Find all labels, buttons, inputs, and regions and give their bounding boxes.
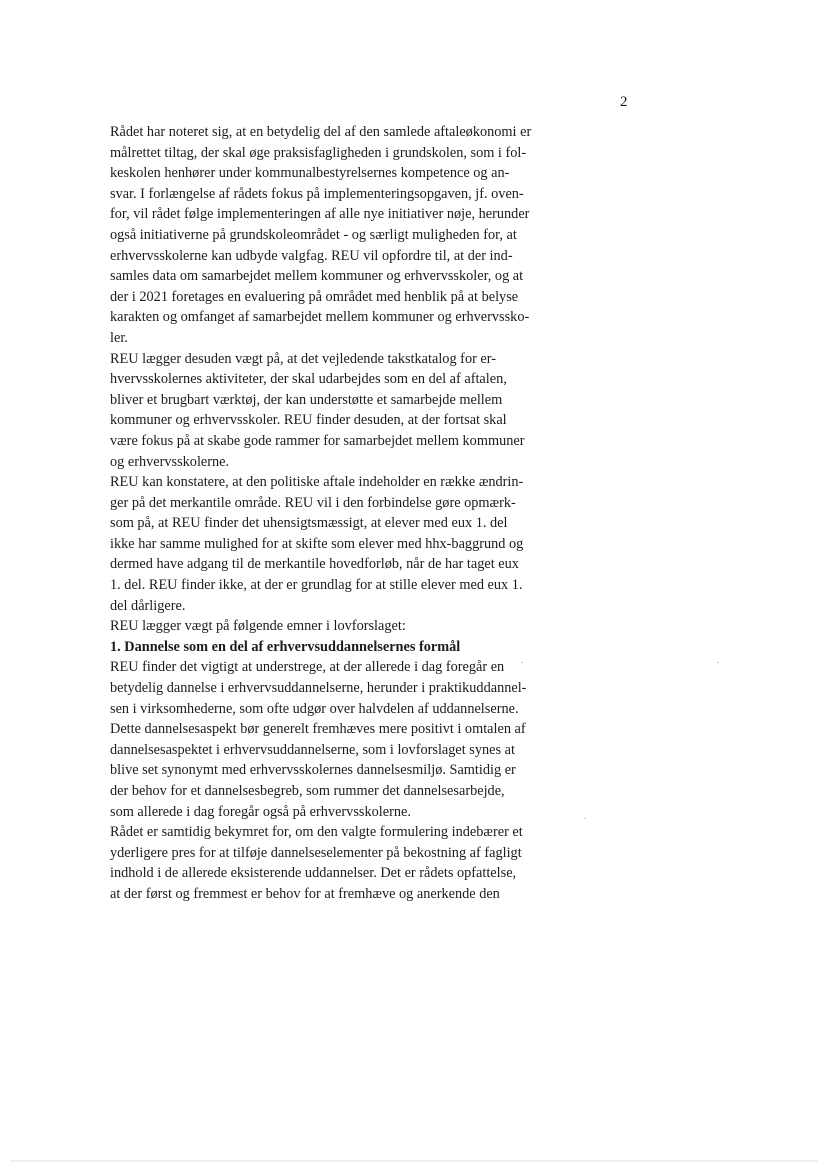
paragraph-2 [110, 349, 572, 473]
line: hvervsskolernes aktiviteter, der skal udarbejdes som en del af aftalen, [110, 371, 507, 388]
line: som på, at REU finder det uhensigtsmæssigt, at elever med eux 1. del [110, 515, 508, 532]
line: ikke har samme mulighed for at skifte som elever med hhx-baggrund og [110, 535, 524, 552]
line: være fokus på at skabe gode rammer for samarbejdet mellem kommuner [110, 432, 525, 449]
line: for, vil rådet følge implementeringen af alle nye initiativer nøje, herunder [110, 206, 530, 223]
line: blive set synonymt med erhvervsskolernes dannelsesmiljø. Samtidig er [110, 762, 516, 779]
line: og erhvervsskolerne. [110, 453, 230, 470]
line: betydelig dannelse i erhvervsuddannelserne, herunder i praktikuddannel- [110, 680, 527, 697]
line: indhold i de allerede eksisterende uddannelser. Det er rådets opfattelse, [110, 865, 517, 882]
document-body [110, 122, 572, 905]
scan-speck [717, 662, 719, 663]
line: Dette dannelsesaspekt bør generelt fremhæves mere positivt i omtalen af [110, 721, 526, 738]
section-heading: 1. Dannelse som en del af erhvervsuddannelsernes formål [110, 638, 461, 655]
line: som allerede i dag foregår også på erhvervsskolerne. [110, 803, 411, 820]
line: også initiativerne på grundskoleområdet - og særligt muligheden for, at [110, 226, 517, 243]
paragraph-4 [110, 616, 572, 637]
line: bliver et brugbart værktøj, der kan understøtte et samarbejde mellem [110, 391, 503, 408]
scan-speck [584, 818, 586, 819]
line: svar. I forlængelse af rådets fokus på implementeringsopgaven, jf. oven- [110, 185, 524, 202]
line: målrettet tiltag, der skal øge praksisfagligheden i grundskolen, som i fol- [110, 144, 527, 161]
section-paragraph-1 [110, 657, 572, 822]
line: dannelsesaspektet i erhvervsuddannelserne, som i lovforslaget synes at [110, 741, 515, 758]
line: kommuner og erhvervsskoler. REU finder desuden, at der fortsat skal [110, 412, 507, 429]
line: at der først og fremmest er behov for at fremhæve og anerkende den [110, 885, 500, 902]
line: Rådet er samtidig bekymret for, om den valgte formulering indebærer et [110, 824, 523, 841]
line: del dårligere. [110, 597, 186, 614]
paragraph-1 [110, 122, 572, 349]
line: erhvervsskolerne kan udbyde valgfag. REU vil opfordre til, at der ind- [110, 247, 513, 264]
line: der i 2021 foretages en evaluering på området med henblik på at belyse [110, 288, 519, 305]
scan-edge [10, 1160, 818, 1162]
scan-speck [521, 662, 523, 663]
line: Rådet har noteret sig, at en betydelig del af den samlede aftaleøkonomi er [110, 124, 532, 140]
line: keskolen henhører under kommunalbestyrelsernes kompetence og an- [110, 165, 510, 182]
line: REU lægger vægt på følgende emner i lovforslaget: [110, 618, 406, 635]
line: dermed have adgang til de merkantile hovedforløb, når de har taget eux [110, 556, 519, 573]
line: der behov for et dannelsesbegreb, som rummer det dannelsesarbejde, [110, 783, 505, 799]
line: karakten og omfanget af samarbejdet mellem kommuner og erhvervssko- [110, 309, 530, 326]
line: samles data om samarbejdet mellem kommuner og erhvervsskoler, og at [110, 268, 524, 285]
paragraph-3 [110, 472, 572, 616]
line: 1. del. REU finder ikke, at der er grundlag for at stille elever med eux 1. [110, 577, 523, 594]
line: ger på det merkantile område. REU vil i den forbindelse gøre opmærk- [110, 494, 516, 511]
line: REU finder det vigtigt at understrege, at der allerede i dag foregår en [110, 659, 505, 676]
line: REU kan konstatere, at den politiske aftale indeholder en række ændrin- [110, 474, 524, 491]
line: REU lægger desuden vægt på, at det vejledende takstkatalog for er- [110, 350, 497, 367]
line: yderligere pres for at tilføje dannelseselementer på bekostning af fagligt [110, 844, 522, 861]
section-paragraph-2 [110, 822, 572, 904]
line: ler. [110, 329, 128, 346]
page-number: 2 [620, 94, 628, 110]
line: sen i virksomhederne, som ofte udgør over halvdelen af uddannelserne. [110, 700, 519, 717]
